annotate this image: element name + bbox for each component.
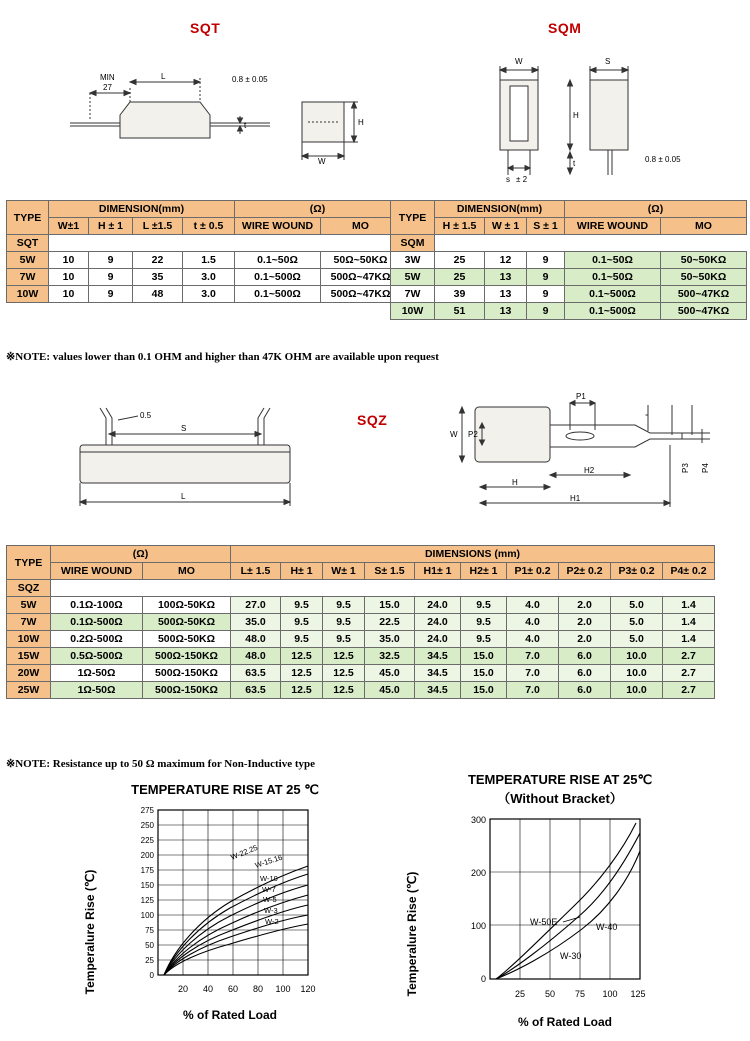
- cell: 3.0: [183, 269, 235, 286]
- sqm-th-ohm: (Ω): [565, 201, 747, 218]
- chart-1-series-label: W-5: [263, 895, 277, 904]
- cell: 1.4: [663, 614, 715, 631]
- cell: 9.5: [323, 631, 365, 648]
- cell: 10.0: [611, 682, 663, 699]
- cell: 2.0: [559, 631, 611, 648]
- sqt-spec-table: [6, 200, 401, 303]
- sqz-H2-label: H2: [584, 466, 595, 475]
- table-row: [7, 682, 715, 699]
- table-row: [7, 665, 715, 682]
- svg-text:60: 60: [227, 984, 239, 994]
- chart-1-series-label: W-2: [265, 917, 279, 926]
- cell: 0.1Ω-500Ω: [51, 614, 143, 631]
- cell: 10.0: [611, 648, 663, 665]
- cell: 0.1~50Ω: [235, 252, 321, 269]
- cell: 15.0: [461, 665, 507, 682]
- sqm-S-label: S: [605, 57, 611, 66]
- cell: 48.0: [231, 631, 281, 648]
- cell: 1.4: [663, 597, 715, 614]
- table-row: [391, 269, 747, 286]
- cell: 6.0: [559, 648, 611, 665]
- section-title-sqt: SQT: [190, 20, 221, 36]
- sqz-W-label: W: [450, 430, 458, 439]
- sqz-th-p1: P1± 0.2: [507, 563, 559, 580]
- cell: 9: [527, 269, 565, 286]
- chart-1: [80, 782, 370, 1041]
- cell: 9.5: [461, 597, 507, 614]
- sqm-drawing: [470, 50, 730, 185]
- sqz-dia-label: 0.5: [140, 411, 152, 420]
- svg-text:0: 0: [480, 974, 486, 984]
- svg-text:25: 25: [145, 956, 154, 965]
- cell: 500Ω~47KΩ: [321, 269, 401, 286]
- sqz-type-cell: SQZ: [7, 580, 51, 597]
- sqt-th-t: t ± 0.5: [183, 218, 235, 235]
- cell: 34.5: [415, 682, 461, 699]
- cell: 51: [435, 303, 485, 320]
- sqz-th-p3: P3± 0.2: [611, 563, 663, 580]
- sqt-H-label: H: [358, 118, 364, 127]
- svg-text:80: 80: [252, 984, 264, 994]
- svg-text:125: 125: [140, 896, 154, 905]
- sqt-tol-label: 0.8 ± 0.05: [232, 75, 268, 84]
- svg-text:150: 150: [140, 881, 154, 890]
- cell: 24.0: [415, 614, 461, 631]
- cell: 34.5: [415, 665, 461, 682]
- sqt-th-dimension: DIMENSION(mm): [49, 201, 235, 218]
- sqz-th-dimensions: DIMENSIONS (mm): [231, 546, 715, 563]
- cell: 48.0: [231, 648, 281, 665]
- sqz-th-h2: H2± 1: [461, 563, 507, 580]
- sqm-H-label: H: [573, 111, 579, 120]
- sqz-left-drawing: [60, 390, 340, 520]
- svg-text:100: 100: [470, 921, 486, 931]
- chart-2: [400, 772, 720, 1041]
- table-row: [7, 235, 401, 252]
- sqm-type-cell: SQM: [391, 235, 435, 252]
- svg-text:75: 75: [574, 989, 586, 999]
- cell: 3.0: [183, 286, 235, 303]
- chart-1-ylabel: Temperalure Rise (℃): [83, 869, 97, 995]
- sqz-th-mo: MO: [143, 563, 231, 580]
- cell: 100Ω-50KΩ: [143, 597, 231, 614]
- cell: 500Ω-150KΩ: [143, 648, 231, 665]
- table-row: [7, 580, 715, 597]
- cell: 45.0: [365, 665, 415, 682]
- sqz-th-h1: H1± 1: [415, 563, 461, 580]
- sqt-min-label: MIN: [100, 73, 115, 82]
- cell: 15.0: [365, 597, 415, 614]
- svg-text:200: 200: [470, 868, 486, 878]
- table-row: [391, 303, 747, 320]
- sqm-th-h: H ± 1.5: [435, 218, 485, 235]
- sqm-spec-table: [390, 200, 747, 320]
- chart-2-series-label: W-40: [596, 922, 618, 932]
- sqt-th-l: L ±1.5: [133, 218, 183, 235]
- cell: 24.0: [415, 631, 461, 648]
- cell: 0.1~500Ω: [235, 286, 321, 303]
- cell: 9: [89, 286, 133, 303]
- chart-2-xlabel: % of Rated Load: [517, 1015, 613, 1029]
- cell: 10.0: [611, 665, 663, 682]
- chart-1-series-label: W-15.16: [253, 852, 284, 870]
- cell: 5W: [7, 252, 49, 269]
- cell: 9: [527, 303, 565, 320]
- svg-text:100: 100: [140, 911, 154, 920]
- svg-text:50: 50: [145, 941, 154, 950]
- svg-text:50: 50: [544, 989, 556, 999]
- sqm-tol-label: 0.8 ± 0.05: [645, 155, 681, 164]
- cell: 1Ω-50Ω: [51, 665, 143, 682]
- sqm-s-label: s: [506, 175, 510, 184]
- svg-text:40: 40: [202, 984, 214, 994]
- cell: 39: [435, 286, 485, 303]
- cell: 500~47KΩ: [661, 286, 747, 303]
- svg-text:300: 300: [470, 815, 486, 825]
- sqz-P2-label: P2: [468, 430, 478, 439]
- cell: 7.0: [507, 682, 559, 699]
- sqm-th-s: S ± 1: [527, 218, 565, 235]
- table-row: [7, 614, 715, 631]
- svg-text:225: 225: [140, 836, 154, 845]
- chart-1-series-label: W-3: [264, 906, 278, 915]
- cell: 35.0: [231, 614, 281, 631]
- cell: 25: [435, 269, 485, 286]
- sqm-W-label: W: [515, 57, 523, 66]
- cell: 15.0: [461, 648, 507, 665]
- svg-text:100: 100: [275, 984, 291, 994]
- table-row: [391, 235, 747, 252]
- cell: 13: [485, 269, 527, 286]
- sqz-P3-label: P3: [681, 463, 690, 473]
- cell: 10: [49, 269, 89, 286]
- svg-text:20: 20: [177, 984, 189, 994]
- sqm-th-mo: MO: [661, 218, 747, 235]
- sqz-P4-label: P4: [701, 463, 710, 473]
- sqt-W-label: W: [318, 157, 326, 166]
- cell: 35.0: [365, 631, 415, 648]
- cell: 4.0: [507, 597, 559, 614]
- table-row: [391, 252, 747, 269]
- cell: 2.0: [559, 614, 611, 631]
- sqz-S-label: S: [181, 424, 187, 433]
- cell: 0.1Ω-100Ω: [51, 597, 143, 614]
- cell: 15W: [7, 648, 51, 665]
- cell: 12.5: [281, 682, 323, 699]
- cell: 12.5: [323, 682, 365, 699]
- cell: 5.0: [611, 614, 663, 631]
- cell: 10W: [7, 286, 49, 303]
- cell: 5.0: [611, 597, 663, 614]
- cell: 45.0: [365, 682, 415, 699]
- cell: 500~47KΩ: [661, 303, 747, 320]
- table-row: [7, 597, 715, 614]
- cell: 1.5: [183, 252, 235, 269]
- cell: 500Ω-150KΩ: [143, 665, 231, 682]
- svg-text:250: 250: [140, 821, 154, 830]
- sqm-s-value: ± 2: [516, 175, 528, 184]
- section-title-sqm: SQM: [548, 20, 582, 36]
- cell: 0.1~50Ω: [565, 269, 661, 286]
- sqt-L-label: L: [161, 72, 166, 81]
- chart-1-series-label: W-7: [262, 885, 276, 894]
- sqt-min-value: 27: [103, 83, 112, 92]
- cell: 10: [49, 286, 89, 303]
- cell: 0.1~500Ω: [235, 269, 321, 286]
- svg-text:100: 100: [602, 989, 618, 999]
- cell: 25: [435, 252, 485, 269]
- cell: 9: [89, 269, 133, 286]
- cell: 32.5: [365, 648, 415, 665]
- sqz-spec-table: [6, 545, 715, 699]
- note-non-inductive: ※NOTE: Resistance up to 50 Ω maximum for Non-Inductive type: [6, 758, 316, 770]
- cell: 12.5: [281, 665, 323, 682]
- sqz-P1-label: P1: [576, 392, 586, 401]
- sqz-th-p4: P4± 0.2: [663, 563, 715, 580]
- sqz-th-h: H± 1: [281, 563, 323, 580]
- cell: 7W: [7, 269, 49, 286]
- chart-2-series-label: W-50E: [530, 917, 558, 927]
- table-row: [391, 286, 747, 303]
- svg-text:25: 25: [514, 989, 526, 999]
- sqt-th-wirewound: WIRE WOUND: [235, 218, 321, 235]
- cell: 27.0: [231, 597, 281, 614]
- cell: 7W: [7, 614, 51, 631]
- cell: 0.1~500Ω: [565, 303, 661, 320]
- sqz-H-label: H: [512, 478, 518, 487]
- sqz-th-p2: P2± 0.2: [559, 563, 611, 580]
- cell: 22.5: [365, 614, 415, 631]
- svg-text:125: 125: [630, 989, 646, 999]
- cell: 500Ω~47KΩ: [321, 286, 401, 303]
- cell: 13: [485, 286, 527, 303]
- sqm-t-label: t: [573, 159, 576, 168]
- svg-text:120: 120: [300, 984, 316, 994]
- sqt-th-ohm: (Ω): [235, 201, 401, 218]
- cell: 2.7: [663, 682, 715, 699]
- chart-2-series-label: W-30: [560, 951, 582, 961]
- sqt-th-mo: MO: [321, 218, 401, 235]
- sqz-th-w: W± 1: [323, 563, 365, 580]
- cell: 10W: [7, 631, 51, 648]
- svg-text:0: 0: [149, 971, 154, 980]
- table-row: [7, 631, 715, 648]
- cell: 9.5: [323, 597, 365, 614]
- cell: 0.2Ω-500Ω: [51, 631, 143, 648]
- cell: 9: [527, 252, 565, 269]
- cell: 10: [49, 252, 89, 269]
- cell: 4.0: [507, 631, 559, 648]
- cell: 9: [527, 286, 565, 303]
- cell: 0.5Ω-500Ω: [51, 648, 143, 665]
- cell: 1.4: [663, 631, 715, 648]
- cell: 10W: [391, 303, 435, 320]
- sqz-th-type: TYPE: [7, 546, 51, 580]
- cell: 12.5: [281, 648, 323, 665]
- sqz-H1-label: H1: [570, 494, 581, 503]
- cell: 9: [89, 252, 133, 269]
- cell: 6.0: [559, 665, 611, 682]
- sqm-th-wirewound: WIRE WOUND: [565, 218, 661, 235]
- cell: 9.5: [281, 614, 323, 631]
- note-availability: ※NOTE: values lower than 0.1 OHM and higher than 47K OHM are available upon request: [6, 351, 439, 363]
- chart-1-series-label: W-22.25: [229, 842, 259, 862]
- cell: 6.0: [559, 682, 611, 699]
- chart-1-title: TEMPERATURE RISE AT 25 ℃: [131, 782, 319, 797]
- sqt-th-type: TYPE: [7, 201, 49, 235]
- cell: 35: [133, 269, 183, 286]
- cell: 5W: [391, 269, 435, 286]
- sqm-th-type: TYPE: [391, 201, 435, 235]
- cell: 2.7: [663, 648, 715, 665]
- cell: 63.5: [231, 665, 281, 682]
- section-title-sqz: SQZ: [357, 412, 388, 428]
- cell: 7.0: [507, 648, 559, 665]
- sqz-right-drawing: [420, 385, 730, 515]
- chart-2-title: TEMPERATURE RISE AT 25℃: [467, 772, 653, 787]
- cell: 9.5: [323, 614, 365, 631]
- cell: 5.0: [611, 631, 663, 648]
- sqt-th-w: W±1: [49, 218, 89, 235]
- cell: 2.0: [559, 597, 611, 614]
- sqz-th-wirewound: WIRE WOUND: [51, 563, 143, 580]
- cell: 7.0: [507, 665, 559, 682]
- table-row: [7, 269, 401, 286]
- cell: 24.0: [415, 597, 461, 614]
- cell: 12: [485, 252, 527, 269]
- cell: 15.0: [461, 682, 507, 699]
- sqt-th-h: H ± 1: [89, 218, 133, 235]
- svg-text:200: 200: [140, 851, 154, 860]
- sqt-drawing: [40, 60, 370, 180]
- cell: 500Ω-50KΩ: [143, 631, 231, 648]
- cell: 25W: [7, 682, 51, 699]
- svg-text:175: 175: [140, 866, 154, 875]
- cell: 9.5: [461, 614, 507, 631]
- cell: 50Ω~50KΩ: [321, 252, 401, 269]
- chart-1-series-label: W-10: [260, 874, 278, 883]
- table-row: [7, 286, 401, 303]
- chart-2-subtitle: （Without Bracket）: [497, 791, 623, 806]
- sqz-th-l: L± 1.5: [231, 563, 281, 580]
- cell: 1Ω-50Ω: [51, 682, 143, 699]
- cell: 2.7: [663, 665, 715, 682]
- cell: 50~50KΩ: [661, 269, 747, 286]
- cell: 9.5: [281, 631, 323, 648]
- sqz-th-s: S± 1.5: [365, 563, 415, 580]
- cell: 13: [485, 303, 527, 320]
- cell: 34.5: [415, 648, 461, 665]
- cell: 9.5: [461, 631, 507, 648]
- cell: 48: [133, 286, 183, 303]
- svg-text:275: 275: [140, 806, 154, 815]
- cell: 3W: [391, 252, 435, 269]
- cell: 4.0: [507, 614, 559, 631]
- chart-2-ylabel: Temperalure Rise (℃): [405, 871, 419, 997]
- sqz-th-ohm: (Ω): [51, 546, 231, 563]
- sqt-type-cell: SQT: [7, 235, 49, 252]
- cell: 20W: [7, 665, 51, 682]
- cell: 0.1~500Ω: [565, 286, 661, 303]
- table-row: [7, 252, 401, 269]
- sqz-L-label: L: [181, 492, 186, 501]
- cell: 12.5: [323, 648, 365, 665]
- cell: 5W: [7, 597, 51, 614]
- cell: 50~50KΩ: [661, 252, 747, 269]
- cell: 500Ω-150KΩ: [143, 682, 231, 699]
- cell: 7W: [391, 286, 435, 303]
- table-row: [7, 648, 715, 665]
- cell: 500Ω-50KΩ: [143, 614, 231, 631]
- chart-1-xlabel: % of Rated Load: [182, 1008, 278, 1022]
- sqm-th-dimension: DIMENSION(mm): [435, 201, 565, 218]
- svg-text:75: 75: [145, 926, 154, 935]
- cell: 22: [133, 252, 183, 269]
- cell: 63.5: [231, 682, 281, 699]
- cell: 9.5: [281, 597, 323, 614]
- sqt-t-label: t: [244, 121, 247, 130]
- sqm-th-w: W ± 1: [485, 218, 527, 235]
- cell: 12.5: [323, 665, 365, 682]
- cell: 0.1~50Ω: [565, 252, 661, 269]
